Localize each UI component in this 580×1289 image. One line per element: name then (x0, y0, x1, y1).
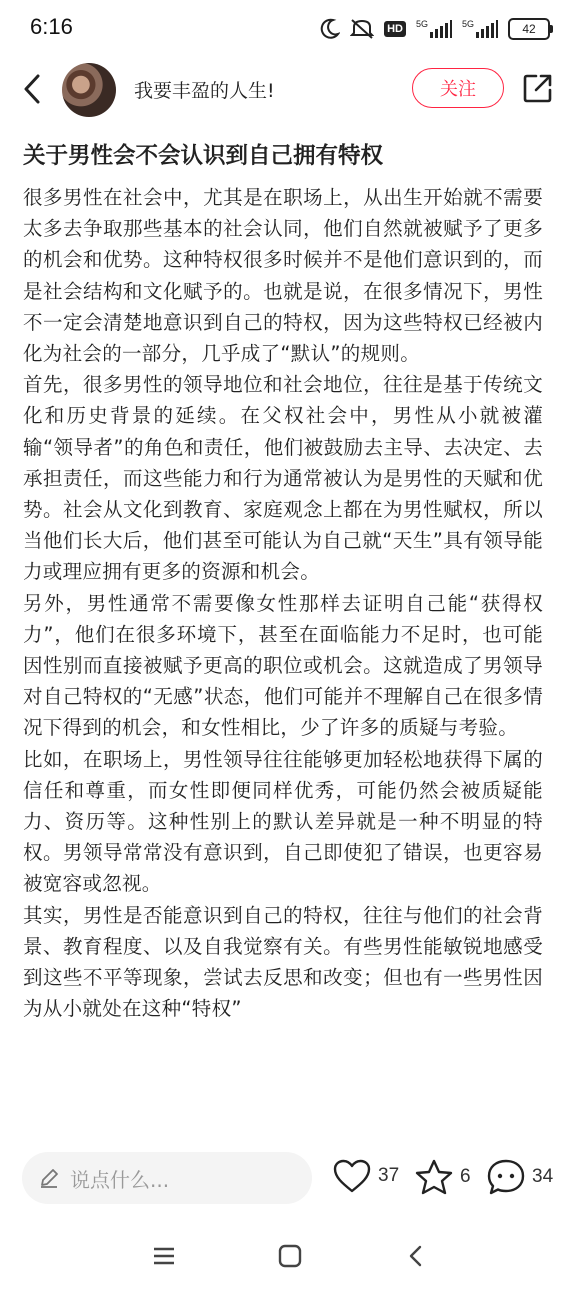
signal-1 (416, 20, 452, 38)
like-count: 37 (378, 1165, 400, 1186)
bottom-action-bar (0, 1130, 580, 1220)
heart-icon (332, 1158, 372, 1194)
back-arrow-icon[interactable] (18, 72, 48, 106)
signal-bars-icon (430, 20, 452, 38)
follow-button[interactable]: 关注 (412, 68, 504, 108)
note-title: 关于男性会不会认识到自己拥有特权 (23, 143, 384, 169)
note-header (0, 60, 580, 122)
avatar[interactable] (62, 63, 116, 117)
like-button[interactable] (332, 1158, 399, 1194)
collect-button[interactable] (414, 1158, 471, 1196)
comment-count: 34 (532, 1166, 554, 1187)
signal-1-label: 5G (415, 19, 428, 29)
signal-2-label: 5G (461, 19, 474, 29)
paragraph: 首先，很多男性的领导地位和社会地位，往往是基于传统文化和历史背景的延续。在父权社会中，男性从小就被灌输“领导者”的角色和责任，他们被鼓励去主导、去决定、去承担责任，而这些能力和行为通常被认为是男性的天赋和优势。社会从文化到教育、家庭观念上都在为男性赋权，所以当他们长大后，他们甚至可能认为自己就“天生”具有领导能力或理应拥有更多的资源和机会。 (23, 373, 543, 584)
paragraph: 比如，在职场上，男性领导往往能够更加轻松地获得下属的信任和尊重，而女性即便同样优秀，可能仍然会被质疑能力、资历等。这种性别上的默认差异就是一种不明显的特权。男领导常常没有意识到，自己即使犯了错误，也更容易被宽容或忽视。 (23, 747, 543, 896)
status-icons (320, 16, 550, 42)
system-nav-bar (0, 1230, 580, 1289)
paragraph: 另外，男性通常不需要像女性那样去证明自己能“获得权力”，他们在很多环境下，甚至在面临能力不足时，也可能因性别而直接被赋予更高的职位或机会。这就造成了男领导对自己特权的“无感”状态，他们可能并不理解自己在很多情况下得到的机会，和女性相比，少了许多的质疑与考验。 (23, 591, 543, 740)
collect-count: 6 (460, 1166, 471, 1187)
note-content (23, 130, 543, 1128)
note-body (23, 182, 543, 1024)
signal-2 (462, 20, 498, 38)
hd-badge (384, 21, 406, 37)
battery-icon: 42 (508, 18, 550, 40)
paragraph: 很多男性在社会中，尤其是在职场上，从出生开始就不需要太多去争取那些基本的社会认同，他们自然就被赋予了更多的机会和优势。这种特权很多时候并不是他们意识到的，而是社会结构和文化赋予的。也就是说，在很多情况下，男性不一定会清楚地意识到自己的特权，因为这些特权已经被内化为社会的一部分，几乎成了“默认”的规则。 (23, 186, 543, 366)
home-icon[interactable] (276, 1242, 304, 1270)
comment-bubble-icon (486, 1158, 526, 1196)
status-time: 6:16 (30, 14, 73, 39)
comment-placeholder: 说点什么... (70, 1167, 170, 1192)
back-icon[interactable] (402, 1242, 430, 1270)
star-icon (414, 1158, 454, 1196)
hd-label: HD (384, 21, 406, 37)
moon-icon (320, 18, 340, 40)
paragraph: 其实，男性是否能意识到自己的特权，往往与他们的社会背景、教育程度、以及自我觉察有关。有些男性能敏锐地感受到这些不平等现象，尝试去反思和改变；但也有一些男性因为从小就处在这种“特权” (23, 903, 543, 1021)
comment-button[interactable] (486, 1158, 553, 1196)
username[interactable]: 我要丰盈的人生! (134, 80, 275, 102)
pen-icon (38, 1167, 60, 1189)
status-bar (0, 0, 580, 60)
comment-input[interactable] (22, 1152, 312, 1204)
mute-icon (350, 18, 374, 40)
menu-icon[interactable] (150, 1242, 178, 1270)
signal-bars-icon (476, 20, 498, 38)
share-icon[interactable] (522, 72, 554, 104)
